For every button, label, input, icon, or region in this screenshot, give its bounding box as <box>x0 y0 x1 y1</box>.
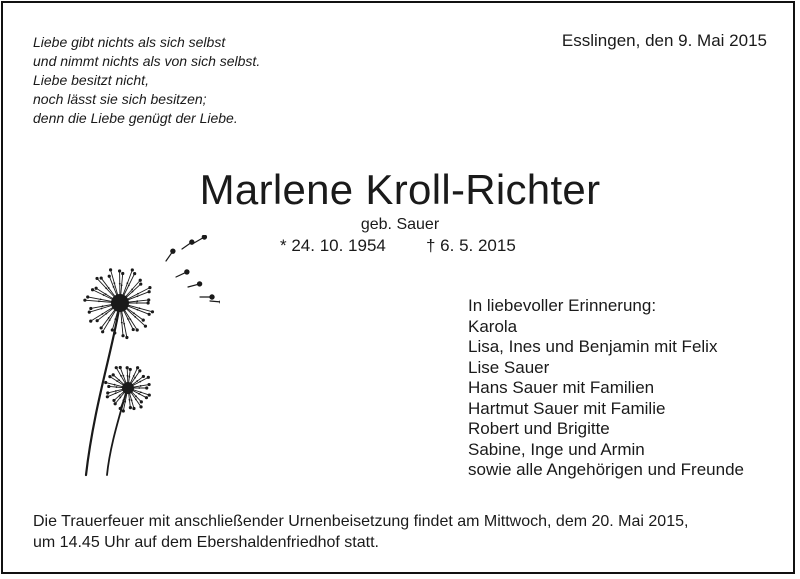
list-item: Lisa, Ines und Benjamin mit Felix <box>468 337 718 356</box>
list-item: Hartmut Sauer mit Familie <box>468 398 666 418</box>
death-date: † 6. 5. 2015 <box>426 236 516 255</box>
dandelion-icon <box>70 235 220 480</box>
poem-line: Liebe besitzt nicht, <box>33 72 149 88</box>
list-item: sowie alle Angehörigen und Freunde <box>468 460 744 479</box>
list-item: Lise Sauer <box>468 357 550 377</box>
funeral-notice-line: Die Trauerfeuer mit anschließender Urnenbeisetzung findet am Mittwoch, dem 20. Mai 2015, <box>33 513 689 530</box>
list-item: Sabine, Inge und Armin <box>468 439 645 459</box>
poem-line: noch lässt sie sich besitzen; <box>33 91 207 107</box>
poem-line: denn die Liebe genügt der Liebe. <box>33 110 238 126</box>
poem <box>33 33 260 128</box>
mourners-list <box>468 296 744 481</box>
list-item: Hans Sauer mit Familien <box>468 378 655 397</box>
funeral-notice-line: um 14.45 Uhr auf dem Ebershaldenfriedhof statt. <box>33 533 379 551</box>
mourners-heading: In liebevoller Erinnerung: <box>468 296 657 315</box>
list-item: Karola <box>468 316 518 336</box>
deceased-name: Marlene Kroll-Richter <box>199 166 601 213</box>
birth-name: geb. Sauer <box>360 216 440 233</box>
funeral-notice <box>33 512 688 553</box>
birth-date: * 24. 10. 1954 <box>280 236 386 255</box>
poem-line: Liebe gibt nichts als sich selbst <box>33 34 226 50</box>
poem-line: und nimmt nichts als von sich selbst. <box>33 53 261 69</box>
place-date: Esslingen, den 9. Mai 2015 <box>561 31 767 50</box>
list-item: Robert und Brigitte <box>468 419 610 438</box>
